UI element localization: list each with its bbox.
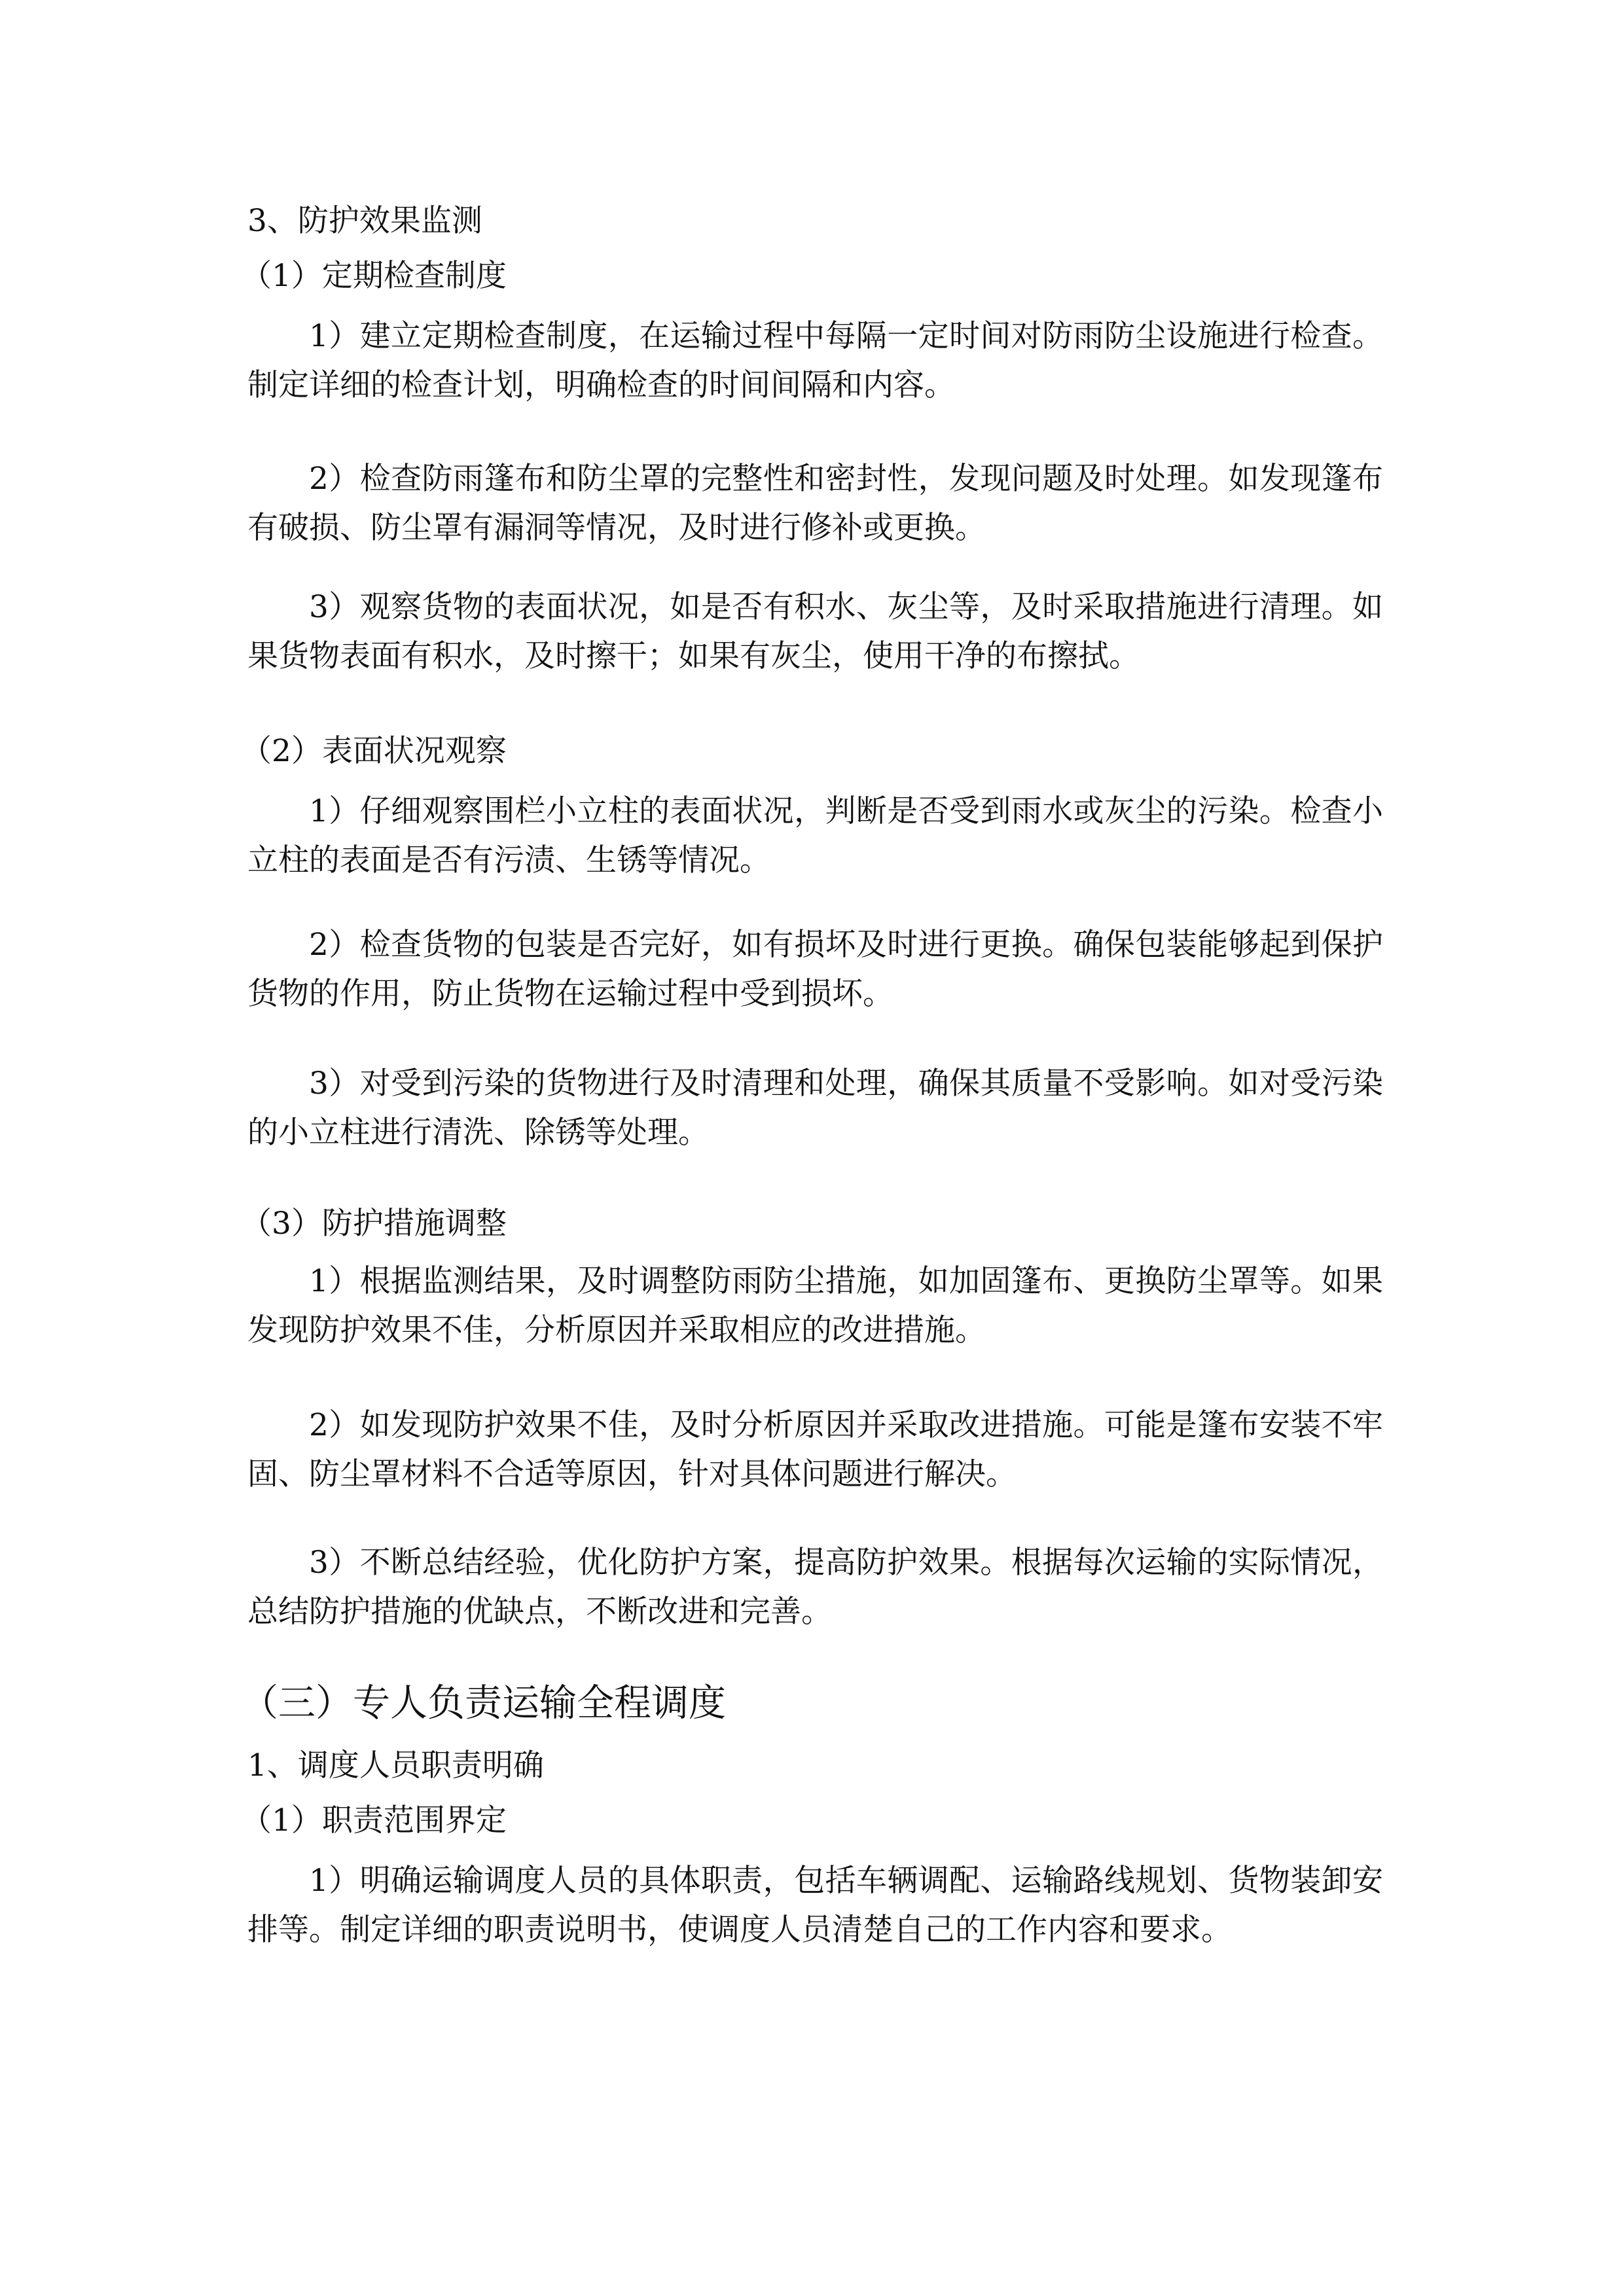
subheading-measure-adjustment: （3）防护措施调整 — [241, 1206, 507, 1242]
paragraph-adjustment-2: 2）如发现防护效果不佳，及时分析原因并采取改进措施。可能是篷布安装不牢固、防尘罩材料不合适等原因，针对具体问题进行解决。 — [247, 1407, 1383, 1492]
subheading-surface-observation: （2）表面状况观察 — [241, 733, 507, 769]
section-heading-dispatch: （三）专人负责运输全程调度 — [241, 1681, 726, 1725]
heading-dispatcher-duties: 1、调度人员职责明确 — [247, 1748, 544, 1784]
paragraph-adjustment-1: 1）根据监测结果，及时调整防雨防尘措施，如加固篷布、更换防尘罩等。如果发现防护效果不佳，分析原因并采取相应的改进措施。 — [247, 1263, 1383, 1348]
heading-protection-monitoring: 3、防护效果监测 — [247, 203, 482, 239]
paragraph-surface-1: 1）仔细观察围栏小立柱的表面状况，判断是否受到雨水或灰尘的污染。检查小立柱的表面是否有污渍、生锈等情况。 — [247, 793, 1383, 878]
paragraph-surface-3: 3）对受到污染的货物进行及时清理和处理，确保其质量不受影响。如对受污染的小立柱进行清洗、除锈等处理。 — [247, 1066, 1383, 1151]
paragraph-surface-2: 2）检查货物的包装是否完好，如有损坏及时进行更换。确保包装能够起到保护货物的作用，防止货物在运输过程中受到损坏。 — [247, 927, 1383, 1012]
paragraph-inspection-3: 3）观察货物的表面状况，如是否有积水、灰尘等，及时采取措施进行清理。如果货物表面有积水，及时擦干；如果有灰尘，使用干净的布擦拭。 — [247, 589, 1383, 674]
paragraph-duty-scope-1: 1）明确运输调度人员的具体职责，包括车辆调配、运输路线规划、货物装卸安排等。制定详细的职责说明书，使调度人员清楚自己的工作内容和要求。 — [247, 1863, 1383, 1948]
subheading-duty-scope: （1）职责范围界定 — [241, 1803, 507, 1839]
paragraph-adjustment-3: 3）不断总结经验，优化防护方案，提高防护效果。根据每次运输的实际情况，总结防护措施的优缺点，不断改进和完善。 — [247, 1545, 1383, 1630]
subheading-regular-inspection: （1）定期检查制度 — [241, 258, 507, 294]
paragraph-inspection-1: 1）建立定期检查制度，在运输过程中每隔一定时间对防雨防尘设施进行检查。制定详细的检查计划，明确检查的时间间隔和内容。 — [247, 318, 1383, 403]
paragraph-inspection-2: 2）检查防雨篷布和防尘罩的完整性和密封性，发现问题及时处理。如发现篷布有破损、防尘罩有漏洞等情况，及时进行修补或更换。 — [247, 461, 1383, 546]
